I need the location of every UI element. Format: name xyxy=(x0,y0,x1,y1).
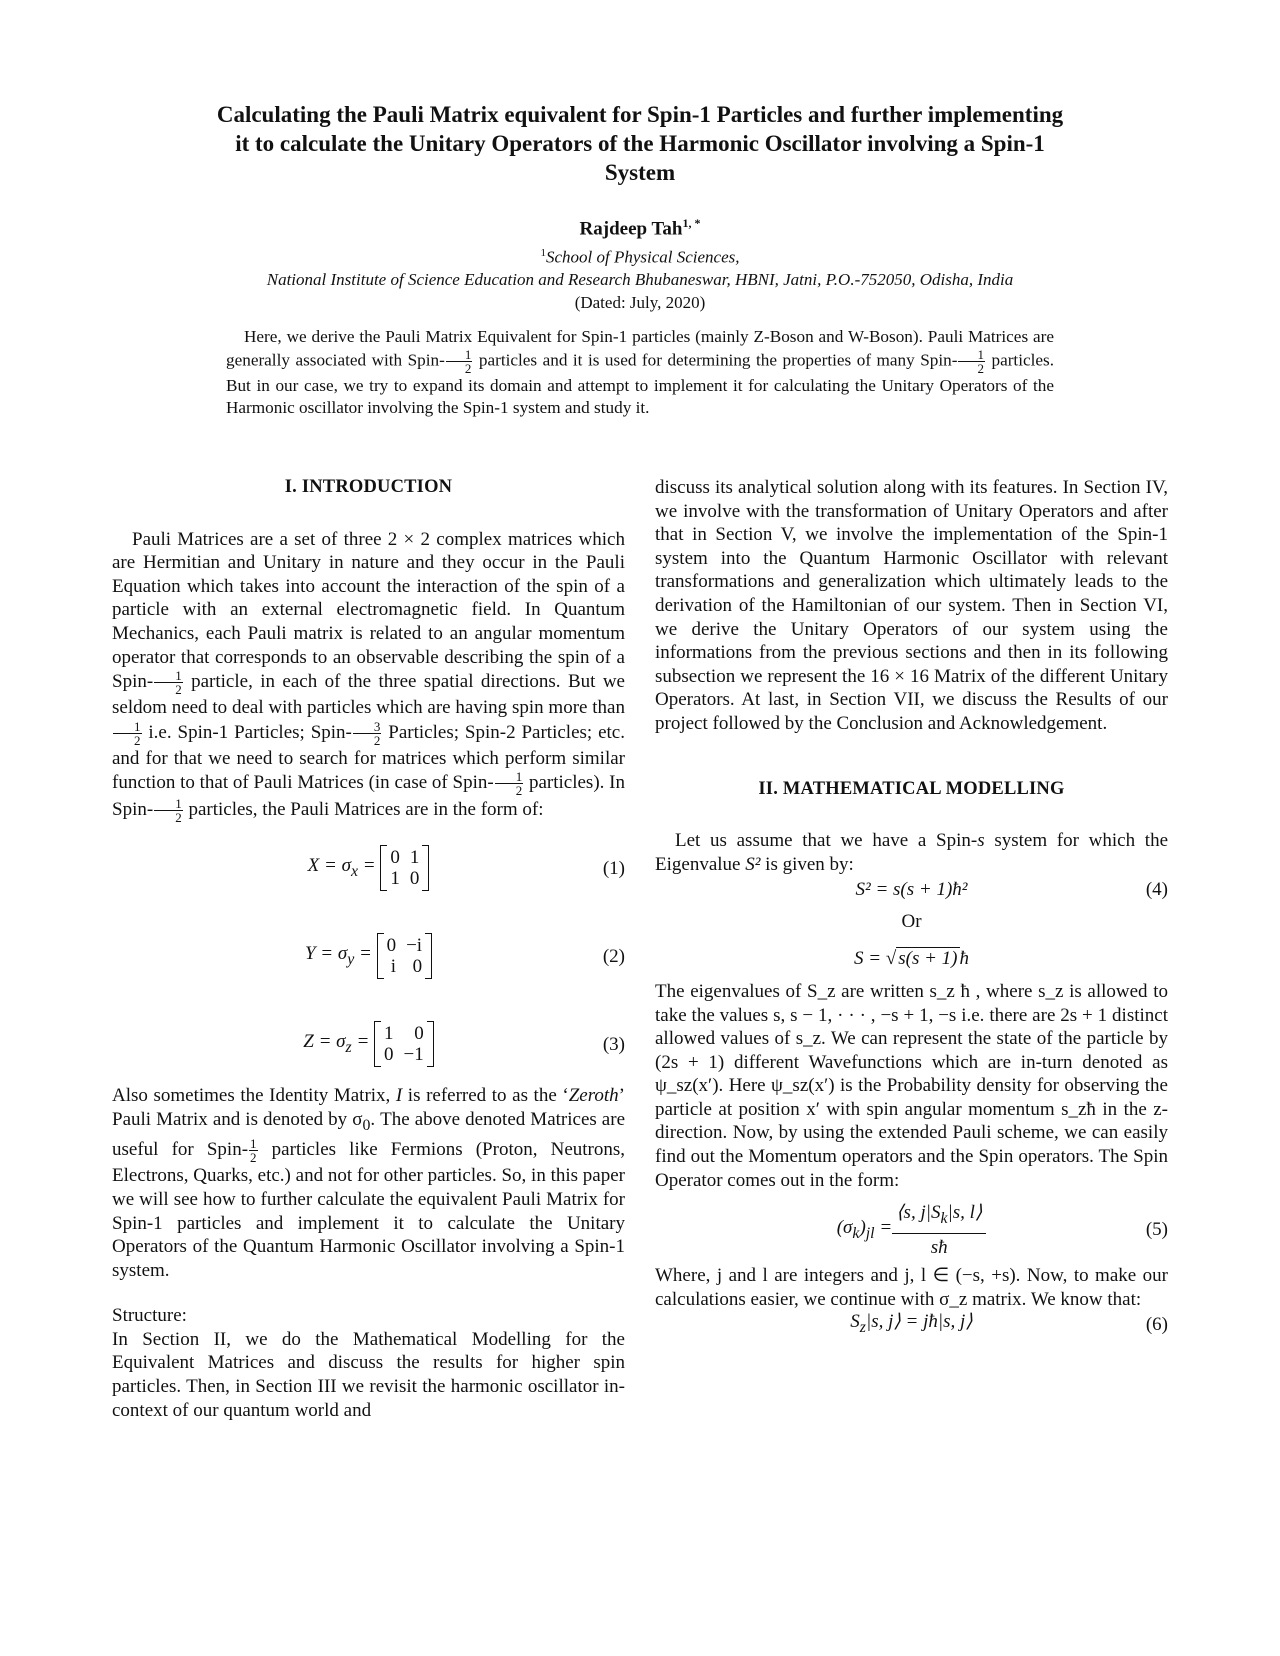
section-heading-mathematical-modelling: II. MATHEMATICAL MODELLING xyxy=(758,778,1065,799)
math-paragraph-1: Let us assume that we have a Spin-s system for which the Eigenvalue S² is given by: xyxy=(655,830,1169,875)
abstract-text-3: particles. But in our case, we try to expand its domain and attempt to implement it for calculating the Unitary Operators of the Harmonic oscillator involving the Spin-1 system and study it. xyxy=(226,350,1054,418)
author-name: Rajdeep Tah xyxy=(579,218,683,240)
fraction-half: $\frac{1}{2}$ xyxy=(154,669,183,696)
or-text: Or xyxy=(901,911,922,933)
paper-title xyxy=(100,100,1180,187)
equation-1: $X = \sigma_x$ = 0 1 1 0 (1) xyxy=(307,847,625,890)
intro-paragraph-1: Pauli Matrices are a set of three 2 × 2 complex matrices which are Hermitian and Unitary in nature and they occur in the Pauli Equation which takes into account the interaction of the spin of a particle with an external electromagnetic field. In Quantum Mechanics, each Pauli matrix is related to an angular momentum operator that corresponds to an observable describing the spin of a Spin- $\frac{1}{2}$ particle, in each of the three spatial directions. But we seldom need to deal with particles which are having spin more than $\frac{1}{2}$ i.e. Spin-1 Particles; Spin- $\frac{3}{2}$ Particles; Spin-2 Particles; etc. and for that we need to search for matrices which perform similar function to that of Pauli Matrices (in case of Spin- $\frac{1}{2}$ particles). In Spin- $\frac{1}{2}$ particles, the Pauli Matrices are in the form of: xyxy=(112,528,625,826)
equation-4b: S = √ s(s + 1) ħ xyxy=(853,948,970,970)
equation-number: (3) xyxy=(602,1033,625,1055)
matrix-sigma-x: 0 1 1 0 xyxy=(380,845,429,891)
date-line: (Dated: July, 2020) xyxy=(574,293,706,312)
fraction-half: $\frac{1}{2}$ xyxy=(113,720,142,747)
fraction-half: $\frac{1}{2}$ xyxy=(250,1136,257,1166)
left-column xyxy=(112,476,625,1422)
math-paragraph-2: The eigenvalues of S_z are written s_z ħ , where s_z is allowed to take the values s, s − 1, · · · , −s + 1, −s i.e. there are 2s + 1 distinct allowed values of s_z. We can represent the state of the particle by (2s + 1) different Wavefunctions which are in-turn denoted as ψ_sz(x′). Here ψ_sz(x′) is the Probability density for observing the particle at position x′ with spin angular momentum s_zħ in the z- direction. Now, by using the extended Pauli scheme, we can easily find out the Momentum operators and the Spin operators. The Spin Operator comes out in the form: xyxy=(655,980,1168,1191)
affiliation-line-1 xyxy=(0,247,1280,268)
equation-2: $Y = \sigma_y$ = 0 −i i 0 (2) xyxy=(304,935,625,978)
title-line-2: it to calculate the Unitary Operators of the Harmonic Oscillator involving a Spin-1 xyxy=(235,131,1045,156)
equation-number: (1) xyxy=(602,857,625,879)
section-heading-introduction: I. INTRODUCTION xyxy=(284,477,453,497)
equation-5: $(\sigma_k)_{jl}$ = $\frac{⟨s, j|S_k|s, l⟩}{sħ}$ (5) xyxy=(836,1202,1168,1258)
math-paragraph-3: Where, j and l are integers and j, l ∈ (−s, +s). Now, to make our calculations easier, we continue with σ_z matrix. We know that: xyxy=(655,1265,1168,1310)
title-line-1: Calculating the Pauli Matrix equivalent for Spin-1 Particles and further implementing xyxy=(216,102,1064,127)
intro-continuation: discuss its analytical solution along with its features. In Section IV, we involve with the transformation of Unitary Operators and after that in Section V, we involve the implementation of the Spin-1 system into the Quantum Harmonic Oscillator with relevant transformations and generalization which ultimately leads to the derivation of the Hamiltonian of our system. Then in Section VI, we derive the Unitary Operators of our system using the informations from the previous sections and then in its following subsection we represent the 16 × 16 Matrix of the different Unitary Operators. At last, in Section VII, we discuss the Results of our project followed by the Conclusion and Acknowledgement. xyxy=(655,477,1168,734)
abstract-text-1: Here, we derive the Pauli Matrix Equivalent for Spin-1 particles (mainly Z-Boson and W-Boson). Pauli Matrices are generally associated with Spin- xyxy=(226,327,1054,370)
right-column xyxy=(655,476,1168,1337)
affiliation-school: School of Physical Sciences, xyxy=(545,247,740,267)
matrix-sigma-y: 0 −i i 0 xyxy=(377,933,433,979)
affiliation-mark: 1 xyxy=(540,247,546,259)
author-mark: 1, * xyxy=(682,216,701,230)
abstract-text-2: particles and it is used for determining the properties of many Spin- xyxy=(473,350,958,370)
intro-paragraph-2: Also sometimes the Identity Matrix, I is referred to as the ‘Zeroth’ Pauli Matrix and is denoted by $\sigma_0$. The above denoted Matrices are useful for Spin- $\frac{1}{2}$ particles like Fermions (Proton, Neutrons, Electrons, Quarks, etc.) and not for other particles. So, in this paper we will see how to further calculate the equivalent Pauli Matrix for Spin-1 particles and implement it to calculate the Unitary Operators of the Quantum Harmonic Oscillator involving a Spin-1 system. xyxy=(112,1085,626,1281)
fraction-three-halves: $\frac{3}{2}$ xyxy=(353,720,382,747)
affiliation-line-2: National Institute of Science Education and Research Bhubaneswar, HBNI, Jatni, P.O.-752050, Odisha, India xyxy=(266,270,1014,289)
structure-paragraph: In Section II, we do the Mathematical Modelling for the Equivalent Matrices and discuss the results for higher spin particles. Then, in Section III we revisit the harmonic oscillator in-context of our quantum world and xyxy=(112,1328,625,1421)
matrix-sigma-z: 1 0 0 −1 xyxy=(374,1021,434,1067)
equation-number: (6) xyxy=(1145,1313,1168,1335)
equation-3: $Z = \sigma_z$ = 1 0 0 −1 (3) xyxy=(303,1023,625,1066)
abstract xyxy=(226,326,1054,420)
structure-label: Structure: xyxy=(112,1305,187,1327)
equation-6: $S_z|s$, j⟩ = jħ|s, j⟩ (6) xyxy=(850,1310,1168,1336)
fraction-half: $\frac{1}{2}$ xyxy=(958,348,985,375)
fraction-half: $\frac{1}{2}$ xyxy=(154,797,183,824)
equation-number: (4) xyxy=(1145,878,1168,900)
fraction-half: $\frac{1}{2}$ xyxy=(446,348,473,375)
equation-4: S² = s(s + 1)ħ² (4) xyxy=(855,878,1168,900)
author xyxy=(0,216,1280,240)
title-line-3: System xyxy=(604,160,676,185)
fraction-half: $\frac{1}{2}$ xyxy=(495,770,524,797)
spin-operator-fraction: $\frac{⟨s, j|S_k|s, l⟩}{sħ}$ xyxy=(892,1201,986,1259)
equation-number: (5) xyxy=(1145,1219,1168,1241)
equation-number: (2) xyxy=(602,945,625,967)
